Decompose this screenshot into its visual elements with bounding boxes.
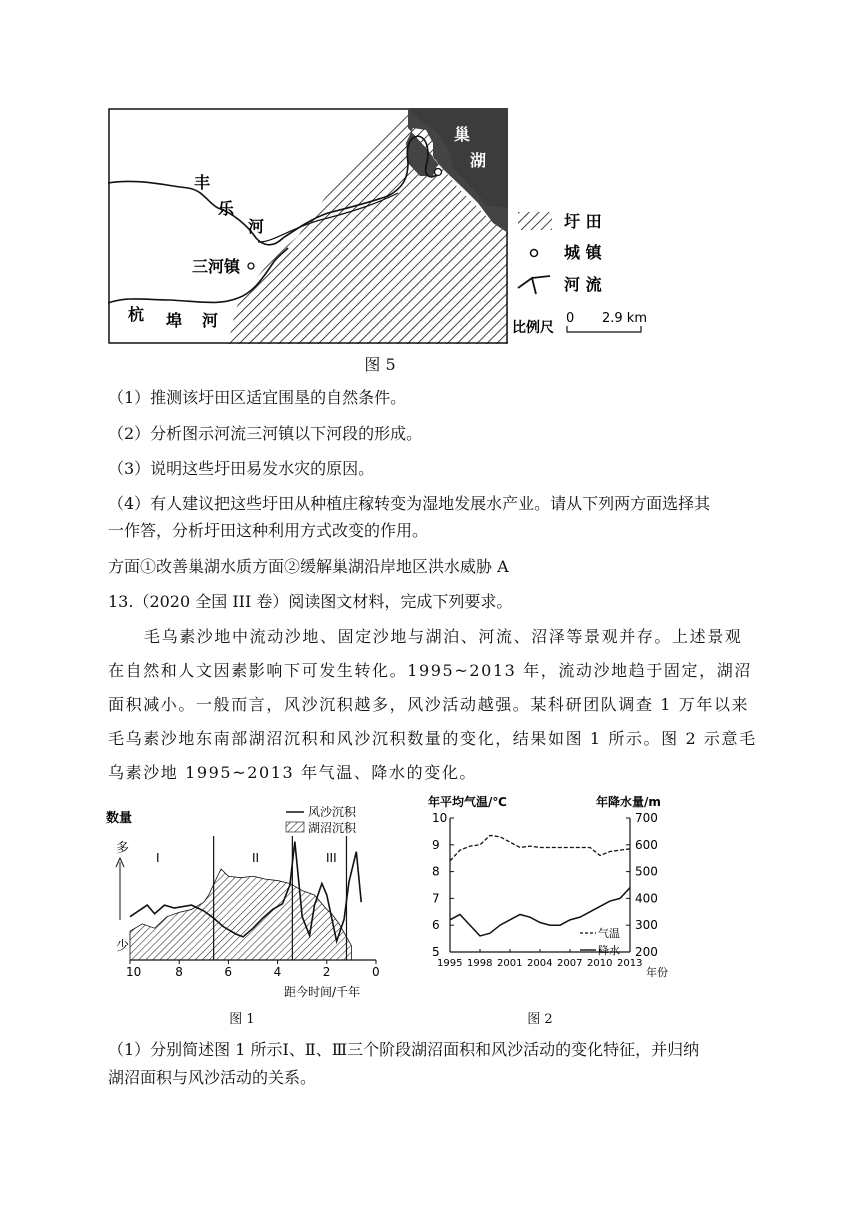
scale-bar [567, 326, 641, 332]
figure1-legend-lake-swatch [286, 822, 304, 832]
figure1-xlabel: 距今时间/千年 [284, 985, 361, 999]
figure1-tick-label: 2 [322, 965, 331, 979]
figure2-legend-temp: 气温 [598, 927, 620, 940]
figure1-legend-lake: 湖沼沉积 [308, 821, 357, 835]
question-13-1-text: （1）分别简述图 1 所示Ⅰ、Ⅱ、Ⅲ三个阶段湖沼面积和风沙活动的变化特征，并归纳 [108, 1040, 700, 1059]
figure1-stage-3: III [326, 851, 337, 865]
river-hangbu-label-3: 河 [202, 311, 219, 330]
question-12-4-cont: 一作答，分析圩田这种利用方式改变的作用。 [108, 521, 429, 540]
legend-river-icon [518, 276, 550, 294]
figure1-tick-label: 8 [175, 965, 183, 979]
figure1-stage-1: I [156, 851, 160, 865]
figure2-legend-precip: 降水 [598, 944, 620, 957]
figure2-right-tick-label: 400 [635, 891, 658, 906]
figure1-tick-label: 4 [273, 965, 282, 979]
legend-polder-swatch [518, 212, 552, 230]
question-13-header: 13.（2020 全国 III 卷）阅读图文材料，完成下列要求。 [108, 592, 513, 611]
legend-town-icon [531, 250, 538, 257]
legend-town-label: 城 镇 [564, 243, 602, 262]
figure1-chart [100, 800, 410, 1000]
question-13-1-cont [108, 1068, 316, 1088]
figure2-left-tick-label: 10 [432, 811, 448, 825]
figure2-left-tick-label: 9 [432, 837, 440, 852]
scale-label: 比例尺 [512, 320, 554, 336]
figure2-left-tick-label: 6 [432, 918, 440, 933]
figure1-ylabel: 数量 [106, 811, 133, 826]
figure2-x-tick-label: 1998 [467, 958, 493, 969]
question-13-material-text: 毛乌素沙地中流动沙地、固定沙地与湖泊、河流、沼泽等景观并存。上述景观在自然和人文因素影响下可发生转化。1995~2013 年，流动沙地趋于固定，湖沼面积减小。一般而言，风沙沉积越多，风沙活动越强。某科研团队调查 1 万年以来毛乌素沙地东南部湖沼沉积和风沙沉积数量的变化，结果如图 1 所示。图 2 示意毛乌素沙地 1995~2013 年气温、降水的变化。 [108, 627, 757, 782]
figure2-right-tick-label: 300 [635, 918, 658, 933]
figure1-y-more: 多 [116, 841, 130, 856]
question-12-2: （2）分析图示河流三河镇以下河段的形成。 [108, 424, 423, 443]
question-12-aspects: 方面①改善巢湖水质方面②缓解巢湖沿岸地区洪水威胁 A [108, 557, 509, 576]
figure2-xlabel: 年份 [646, 966, 668, 979]
question-12-1: （1）推测该圩田区适宜围垦的自然条件。 [108, 388, 407, 407]
figure2-right-tick-label: 600 [635, 837, 658, 852]
figure2-right-tick-label: 200 [635, 945, 658, 959]
question-13-1-cont-text: 湖沼面积与风沙活动的关系。 [108, 1068, 317, 1087]
lake-label-2: 湖 [470, 151, 487, 170]
lake-label-1: 巢 [454, 125, 471, 144]
figure2-x-tick-label: 1995 [437, 958, 463, 969]
figure2-chart [420, 790, 710, 996]
figure2-right-tick-label: 700 [635, 811, 658, 825]
figure2-x-tick-label: 2001 [497, 958, 523, 969]
legend-polder-label: 圩 田 [564, 212, 602, 231]
figure2-ylabel-left: 年平均气温/℃ [428, 795, 507, 809]
legend-river-label: 河 流 [564, 275, 602, 294]
river-fengle-label-1: 丰 [194, 173, 211, 192]
figure2-x-tick-label: 2013 [617, 958, 643, 969]
figure2-ylabel-right: 年降水量/m [596, 795, 661, 809]
figure2-x-tick-label: 2004 [527, 958, 553, 969]
question-12-4: （4）有人建议把这些圩田从种植庄稼转变为湿地发展水产业。请从下列两方面选择其 [108, 494, 711, 513]
figure2-left-tick-label: 5 [432, 945, 440, 959]
figure1-caption: 图 1 [229, 1012, 255, 1027]
town-sanhe-label: 三河镇 [192, 257, 241, 276]
figure5-map [108, 108, 668, 344]
river-hangbu-label-1: 杭 [128, 305, 145, 324]
town-sanhe-marker [248, 263, 254, 269]
figure1-stage-2: II [252, 851, 260, 865]
figure1-tick-label: 10 [126, 965, 142, 979]
question-13-material [108, 620, 758, 790]
river-fengle-label-2: 乐 [218, 199, 235, 218]
figure1-tick-label: 6 [224, 965, 233, 979]
figure2-x-tick-label: 2010 [587, 958, 613, 969]
question-13-1 [108, 1040, 699, 1060]
scale-value: 2.9 km [602, 311, 647, 326]
figure2-x-tick-label: 2007 [557, 958, 583, 969]
river-hangbu-label-2: 埠 [166, 311, 183, 330]
series-temperature-line [450, 835, 630, 860]
figure2-left-tick-label: 7 [432, 891, 440, 906]
figure2-left-tick-label: 8 [432, 864, 440, 879]
river-fengle-label-3: 河 [248, 217, 265, 236]
question-12-3: （3）说明这些圩田易发水灾的原因。 [108, 459, 375, 478]
figure2-caption: 图 2 [527, 1012, 553, 1027]
figure2-right-tick-label: 500 [635, 864, 658, 879]
figure2-plot [432, 811, 658, 969]
figure1-y-less: 少 [116, 939, 130, 954]
series-lake-area [130, 869, 351, 960]
figure1-legend-sand: 风沙沉积 [308, 805, 357, 819]
scale-zero: 0 [566, 311, 575, 326]
figure5-caption: 图 5 [364, 355, 396, 374]
figure1-tick-label: 0 [372, 965, 380, 979]
